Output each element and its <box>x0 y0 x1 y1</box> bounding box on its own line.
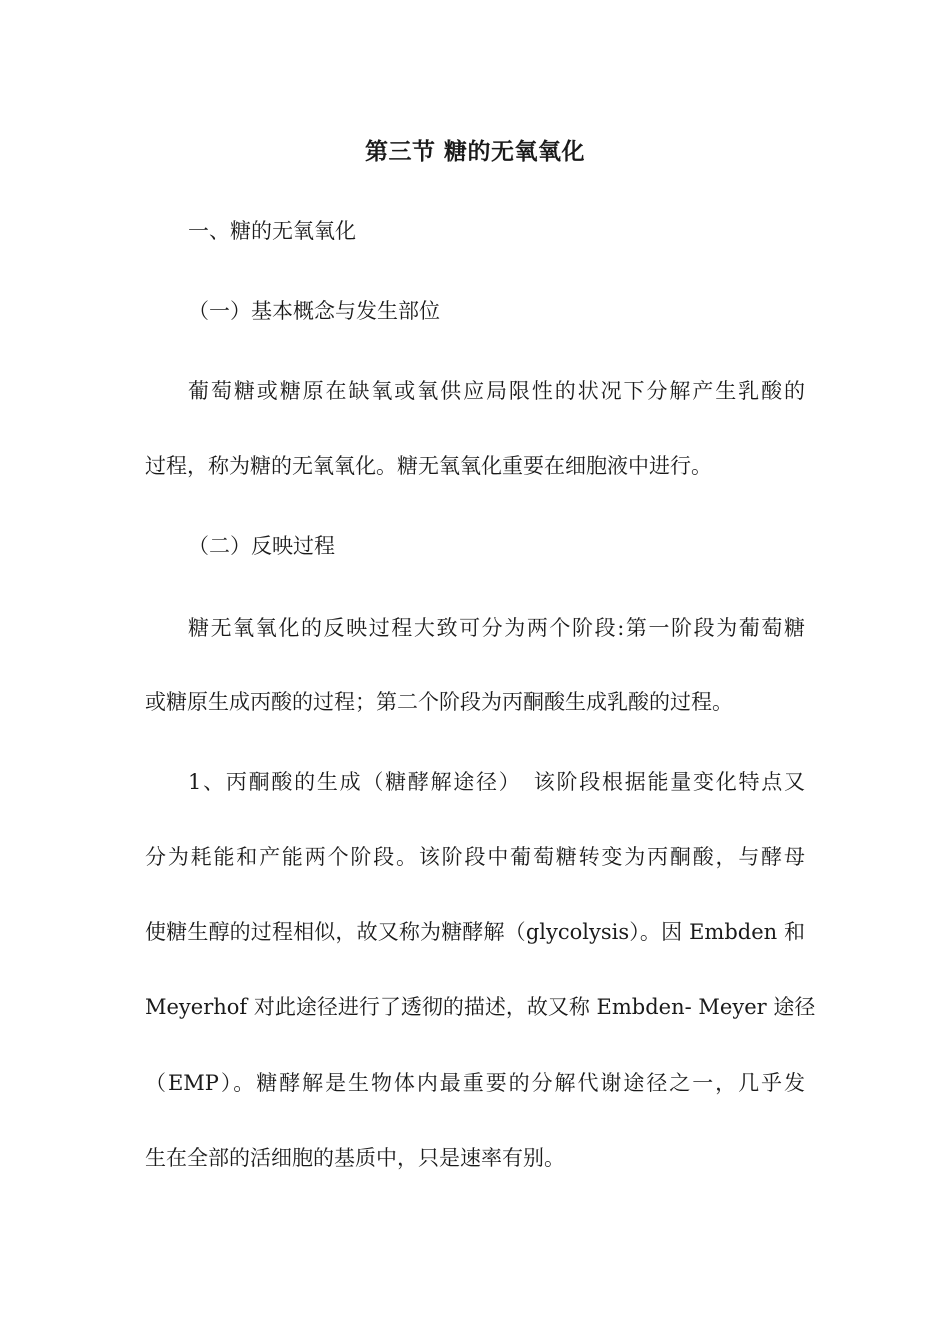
paragraph-line: 分为耗能和产能两个阶段。该阶段中葡萄糖转变为丙酮酸，与酵母 <box>145 845 805 869</box>
paragraph-line: 1、丙酮酸的生成（糖酵解途径） 该阶段根据能量变化特点又 <box>188 770 805 794</box>
paragraph-line: 糖无氧氧化的反映过程大致可分为两个阶段:第一阶段为葡萄糖 <box>188 616 805 640</box>
section-heading: 一、糖的无氧氧化 <box>188 219 356 243</box>
paragraph-line: Meyerhof 对此途径进行了透彻的描述，故又称 Embden- Meyer 途径 <box>145 995 816 1019</box>
subsection-heading-reaction-process: （二）反映过程 <box>188 534 335 558</box>
paragraph-line: 葡萄糖或糖原在缺氧或氧供应局限性的状况下分解产生乳酸的 <box>188 379 805 403</box>
paragraph-line: 或糖原生成丙酸的过程；第二个阶段为丙酮酸生成乳酸的过程。 <box>145 690 733 714</box>
paragraph-line: 使糖生醇的过程相似，故又称为糖酵解（glycolysis）。因 Embden 和 <box>145 920 805 944</box>
paragraph-line: 生在全部的活细胞的基质中，只是速率有别。 <box>145 1146 565 1170</box>
paragraph-line: （EMP）。糖酵解是生物体内最重要的分解代谢途径之一，几乎发 <box>145 1071 805 1095</box>
page-title: 第三节 糖的无氧氧化 <box>364 138 585 165</box>
paragraph-line: 过程，称为糖的无氧氧化。糖无氧氧化重要在细胞液中进行。 <box>145 454 712 478</box>
subsection-heading-basic-concept: （一）基本概念与发生部位 <box>188 299 440 323</box>
